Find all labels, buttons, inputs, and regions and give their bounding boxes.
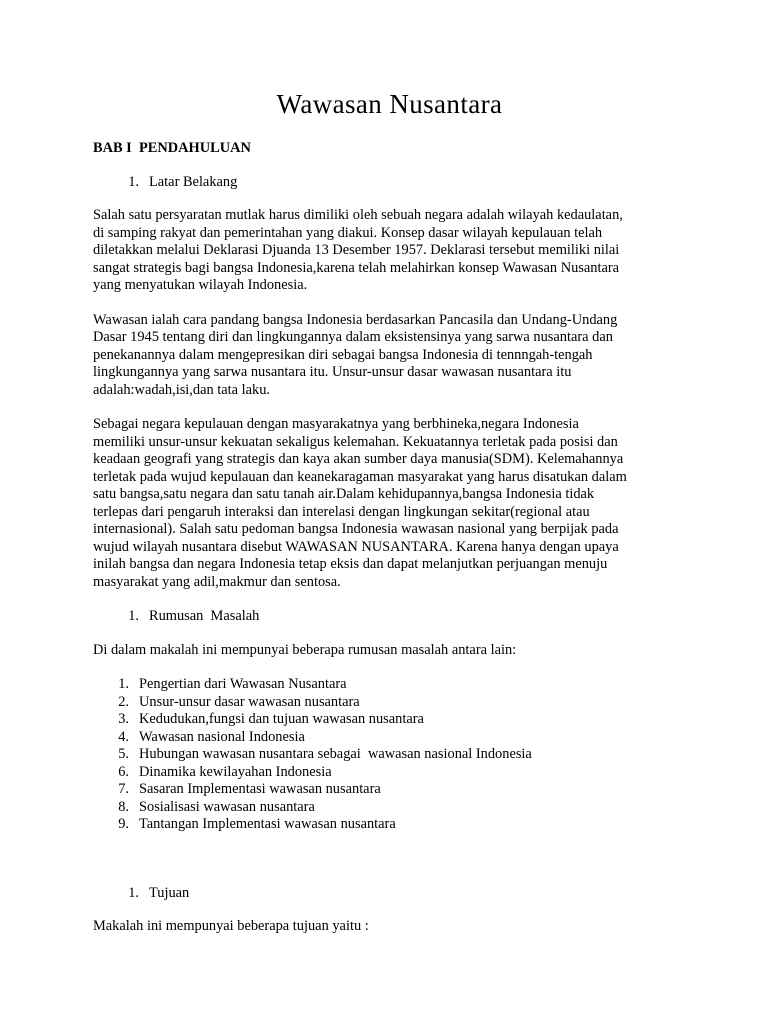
list-item-number: 3. bbox=[118, 711, 129, 727]
list-item-label: Tantangan Implementasi wawasan nusantara bbox=[139, 816, 396, 832]
list-item-number: 4. bbox=[118, 728, 129, 745]
list-item bbox=[93, 799, 678, 817]
paragraph-line: Sebagai negara kepulauan dengan masyarakatnya yang berbhineka,negara Indonesia bbox=[93, 416, 579, 432]
paragraph-5 bbox=[93, 918, 678, 936]
paragraph-3 bbox=[93, 416, 678, 591]
list-item-number: 9. bbox=[118, 816, 129, 832]
paragraph-line: internasional). Salah satu pedoman bangsa Indonesia wawasan nasional yang berpijak pada bbox=[93, 521, 619, 537]
list-item-number: 7. bbox=[118, 781, 129, 797]
section-heading-rumusan-masalah bbox=[93, 608, 678, 626]
problem-list bbox=[93, 676, 678, 834]
section-heading-tujuan bbox=[93, 885, 678, 903]
list-item-number: 6. bbox=[118, 763, 129, 780]
paragraph-line: keadaan geografi yang strategis dan kaya akan sumber daya manusia(SDM). Kelemahannya bbox=[93, 451, 624, 467]
list-item bbox=[93, 816, 678, 834]
list-item-number: 1. bbox=[118, 676, 129, 692]
list-item-label: Sosialisasi wawasan nusantara bbox=[139, 798, 315, 815]
list-item-label: Kedudukan,fungsi dan tujuan wawasan nusantara bbox=[139, 711, 424, 727]
section-label: Latar Belakang bbox=[149, 173, 238, 190]
list-item bbox=[93, 764, 678, 782]
section-label: Rumusan Masalah bbox=[149, 608, 260, 624]
list-item-label: Pengertian dari Wawasan Nusantara bbox=[139, 676, 347, 692]
paragraph-line: Di dalam makalah ini mempunyai beberapa rumusan masalah antara lain: bbox=[93, 641, 517, 658]
section-heading-latar-belakang bbox=[93, 174, 678, 192]
list-item-label: Hubungan wawasan nusantara sebagai wawasan nasional Indonesia bbox=[139, 746, 532, 762]
paragraph-line: Salah satu persyaratan mutlak harus dimiliki oleh sebuah negara adalah wilayah kedaulatan, bbox=[93, 207, 623, 223]
paragraph-1 bbox=[93, 207, 678, 295]
paragraph-line: wujud wilayah nusantara disebut WAWASAN NUSANTARA. Karena hanya dengan upaya bbox=[93, 538, 619, 555]
paragraph-2 bbox=[93, 312, 678, 400]
paragraph-line: Wawasan ialah cara pandang bangsa Indonesia berdasarkan Pancasila dan Undang-Undang bbox=[93, 311, 618, 328]
list-item bbox=[93, 694, 678, 712]
paragraph-line: lingkungannya yang sarwa nusantara itu. Unsur-unsur dasar wawasan nusantara itu bbox=[93, 364, 572, 380]
list-item-label: Unsur-unsur dasar wawasan nusantara bbox=[139, 693, 360, 710]
paragraph-line: memiliki unsur-unsur kekuatan sekaligus kelemahan. Kekuatannya terletak pada posisi dan bbox=[93, 433, 618, 450]
paragraph-line: Makalah ini mempunyai beberapa tujuan yaitu : bbox=[93, 918, 369, 934]
paragraph-line: terlepas dari pengaruh interaksi dan interelasi dengan lingkungan sekitar(regional atau bbox=[93, 503, 590, 520]
list-item bbox=[93, 676, 678, 694]
chapter-heading: BAB I PENDAHULUAN bbox=[93, 140, 251, 156]
paragraph-line: adalah:wadah,isi,dan tata laku. bbox=[93, 381, 271, 398]
list-item-number: 8. bbox=[118, 798, 129, 815]
paragraph-line: terletak pada wujud kepulauan dan keanekaragaman masyarakat yang harus disatukan dalam bbox=[93, 468, 627, 485]
list-item bbox=[93, 729, 678, 747]
paragraph-line: masyarakat yang adil,makmur dan sentosa. bbox=[93, 573, 341, 590]
paragraph-4 bbox=[93, 642, 678, 660]
paragraph-line: satu bangsa,satu negara dan satu tanah air.Dalam kehidupannya,bangsa Indonesia tidak bbox=[93, 486, 595, 502]
list-item-number: 2. bbox=[118, 693, 129, 710]
list-item bbox=[93, 781, 678, 799]
document-page bbox=[93, 86, 678, 953]
section-number: 1. bbox=[128, 173, 139, 190]
list-item bbox=[93, 711, 678, 729]
list-item-label: Dinamika kewilayahan Indonesia bbox=[139, 763, 332, 780]
document-title: Wawasan Nusantara bbox=[276, 89, 503, 119]
paragraph-line: penekanannya dalam mengepresikan diri sebagai bangsa Indonesia di tennngah-tengah bbox=[93, 346, 593, 363]
section-label: Tujuan bbox=[149, 884, 190, 901]
section-number: 1. bbox=[128, 884, 139, 901]
paragraph-line: yang menyatukan wilayah Indonesia. bbox=[93, 277, 308, 293]
paragraph-line: Dasar 1945 tentang diri dan lingkungannya dalam eksistensinya yang sarwa nusantara dan bbox=[93, 329, 613, 345]
list-item-label: Sasaran Implementasi wawasan nusantara bbox=[139, 781, 381, 797]
paragraph-line: diletakkan melalui Deklarasi Djuanda 13 Desember 1957. Deklarasi tersebut memiliki nilai bbox=[93, 242, 620, 258]
list-item-number: 5. bbox=[118, 746, 129, 762]
section-number: 1. bbox=[128, 608, 139, 624]
list-item bbox=[93, 746, 678, 764]
paragraph-line: inilah bangsa dan negara Indonesia tetap eksis dan dapat melanjutkan perjuangan menuju bbox=[93, 556, 608, 572]
spacer bbox=[93, 851, 678, 885]
list-item-label: Wawasan nasional Indonesia bbox=[139, 728, 305, 745]
paragraph-line: di samping rakyat dan pemerintahan yang diakui. Konsep dasar wilayah kepulauan telah bbox=[93, 224, 603, 241]
paragraph-line: sangat strategis bagi bangsa Indonesia,karena telah melahirkan konsep Wawasan Nusantara bbox=[93, 259, 620, 276]
